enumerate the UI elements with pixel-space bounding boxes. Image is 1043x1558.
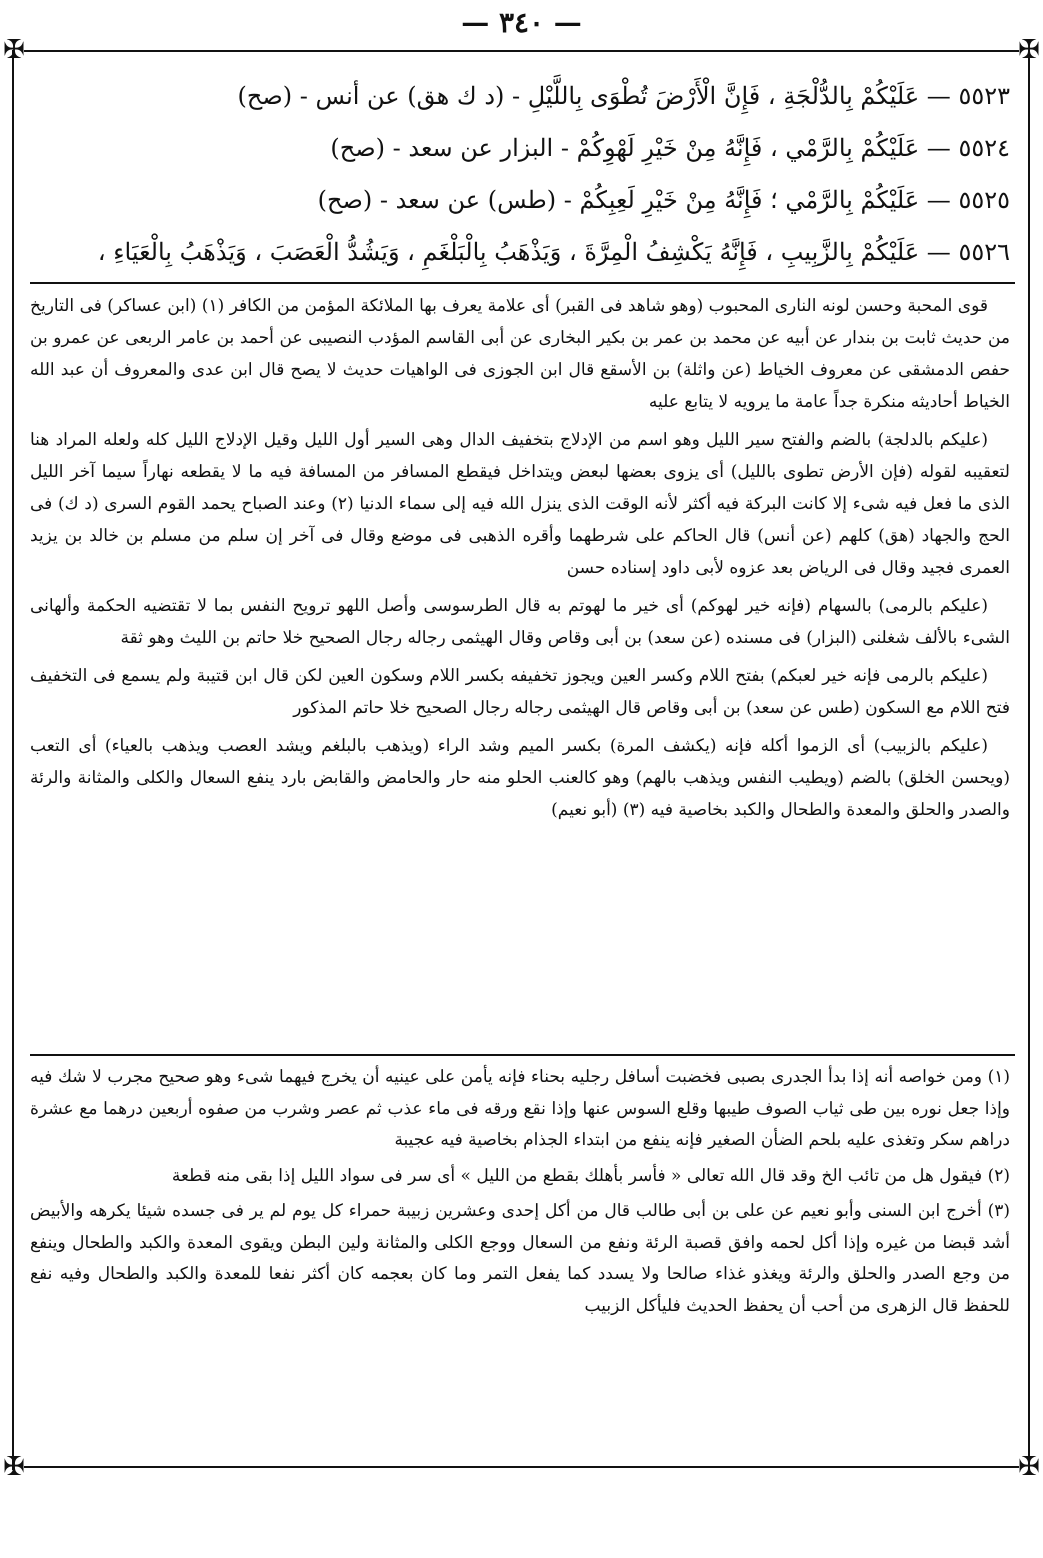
frame-top-rule	[24, 50, 1019, 52]
corner-ornament-icon: ✠	[3, 35, 25, 65]
frame-right-rule	[1028, 50, 1030, 1470]
hadith-5523: ٥٥٢٣ — عَلَيْكُمْ بِالدُّلْجَةِ ، فَإِنَّ الْأَرْضَ تُطْوَى بِاللَّيْلِ - (د ك هق) عن أنس - (صح)	[237, 82, 1010, 110]
corner-ornament-icon: ✠	[1018, 35, 1040, 65]
frame-bottom-rule	[24, 1466, 1019, 1468]
hadith-5526: ٥٥٢٦ — عَلَيْكُمْ بِالزَّبِيبِ ، فَإِنَّهُ يَكْشِفُ الْمِرَّةَ ، وَيَذْهَبُ بِالْبَلْغَمِ ، وَيَشُدُّ الْعَصَبَ ، وَيَذْهَبُ بِالْعَيَاءِ ،	[97, 238, 1010, 266]
corner-ornament-icon: ✠	[1018, 1452, 1040, 1482]
footnote-1: (١) ومن خواصه أنه إذا بدأ الجدرى بصبى فخضبت أسافل رجليه بحناء فإنه يأمن على عينيه أن يخرج فيهما شىء وهو صحيح مجرب لا شك فيه وإذا جعل نوره بين طى ثياب الصوف طيبها وقلع السوس عنها وإذا نقع ورقه فى ماء عذب ثم عصر وشرب من صفوه أربعين درهما مع عشرة دراهم سكر وتغذى عليه بلحم الضأن الصغير فإنه ينفع من ابتداء الجذام بخاصية فيه عجيبة	[30, 1067, 1010, 1150]
commentary-paragraph: (عليكم بالرمى) بالسهام (فإنه خير لهوكم) أى خير ما لهوتم به قال الطرسوسى وأصل اللهو ترويح النفس بما لا تقتضيه الحكمة وألهانى الشىء بالألف شغلنى (البزار) فى مسنده (عن سعد) بن أبى وقاص وقال الهيثمى رجاله رجال الصحيح خلا حاتم بن الليث وهو ثقة	[30, 596, 1010, 648]
commentary	[30, 290, 1010, 832]
footnote-2: (٢) فيقول هل من تائب الخ وقد قال الله تعالى « فأسر بأهلك بقطع من الليل » أى سر فى سواد الليل إذا بقى منه قطعة	[171, 1165, 1010, 1186]
hadith-5524: ٥٥٢٤ — عَلَيْكُمْ بِالرَّمْي ، فَإِنَّهُ مِنْ خَيْرِ لَهْوِكُمْ - البزار عن سعد - (صح)	[330, 134, 1010, 162]
footnote-3: (٣) أخرج ابن السنى وأبو نعيم عن على بن أبى طالب قال من أكل إحدى وعشرين زبيبة حمراء كل يوم لم ير فى جسده شيئا يكرهه والأبيض أشد قبضا من غيره وإذا أكل لحمه وافق قصبة الرئة ونفع من السعال ووجع الكلى والمثانة ولين البطن ويقوى المعدة والكبد والطحال وينفع من وجع الصدر والحلق والرئة ويغذو غذاء صالحا ولا يسدد كما يفعل التمر وما كان بعجمه كان أكثر نفعا للمعدة والكبد والطحال وفيه نفع للحفظ قال الزهرى من أحب أن يحفظ الحديث فليأكل الزبيب	[30, 1201, 1010, 1316]
footnotes	[30, 1062, 1010, 1326]
corner-ornament-icon: ✠	[3, 1452, 25, 1482]
hadith-commentary-separator	[30, 282, 1015, 284]
commentary-paragraph: قوى المحبة وحسن لونه النارى المحبوب (وهو شاهد فى القبر) أى علامة يعرف بها الملائكة المؤمن من الكافر (١) (ابن عساكر) فى التاريخ من حديث ثابت بن بندار عن أبيه عن محمد بن عمر بن بكير البخارى عن أبى القاسم المؤدب النصيبى عن أحمد بن عامر الربعى عن عمرو بن حفص الدمشقى عن معروف الخياط (عن واثلة) بن الأسقع قال ابن الجوزى فى الواهيات حديث لا يصح قال ابن عدى والمعروف أن عبد الله الخياط أحاديثه منكرة جداً عامة ما يرويه لا يتابع عليه	[30, 296, 1010, 412]
hadith-5525: ٥٥٢٥ — عَلَيْكُمْ بِالرَّمْي ؛ فَإِنَّهُ مِنْ خَيْرِ لَعِبِكُمْ - (طس) عن سعد - (صح)	[317, 186, 1010, 214]
frame-left-rule	[12, 50, 14, 1470]
footnote-separator	[30, 1054, 1015, 1056]
commentary-paragraph: (عليكم بالرمى فإنه خير لعبكم) بفتح اللام وكسر العين ويجوز تخفيفه بكسر اللام وسكون العين لكن قال ابن قتيبة ولم يسمع فى التخفيف فتح اللام مع السكون (طس عن سعد) بن أبى وقاص قال الهيثمى رجاله رجال الصحيح خلا حاتم المذكور	[30, 666, 1010, 718]
commentary-paragraph: (عليكم بالزبيب) أى الزموا أكله فإنه (يكشف المرة) بكسر الميم وشد الراء (ويذهب بالبلغم ويشد العصب ويذهب بالعياء) أى التعب (ويحسن الخلق) بالضم (ويطيب النفس ويذهب بالهم) وهو كالعنب الحلو منه حار والحامض والقابض بارد ينفع السعال والكلى والمثانة والرئة والصدر والحلق والمعدة والطحال والكبد بخاصية فيه (٣) (أبو نعيم)	[30, 736, 1010, 820]
page-number: — ٣٤٠ —	[461, 6, 582, 39]
commentary-paragraph: (عليكم بالدلجة) بالضم والفتح سير الليل وهو اسم من الإدلاج بتخفيف الدال وهى السير أول الليل وقيل الإدلاج الليل كله ولعله المراد هنا لتعقيبه لقوله (فإن الأرض تطوى بالليل) أى يزوى بعضها لبعض ويتداخل فيقطع المسافر من المسافة فيه ما لا يقطعه نهاراً سيما آخر الليل الذى ما فعل فيه شىء إلا كانت البركة فيه أكثر لأنه الوقت الذى ينزل الله فيه إلى سماء الدنيا (٢) وعند الصباح يحمد القوم السرى (د ك) فى الحج والجهاد (هق) كلهم (عن أنس) قال الحاكم على شرطهما وأقره الذهبى فى موضع وقال فى آخر إن سلم من مسلم بن خالد بن يزيد العمرى فجيد وقال فى الرياض بعد عزوه لأبى داود إسناده حسن	[30, 430, 1010, 578]
hadith-list	[30, 70, 1010, 278]
